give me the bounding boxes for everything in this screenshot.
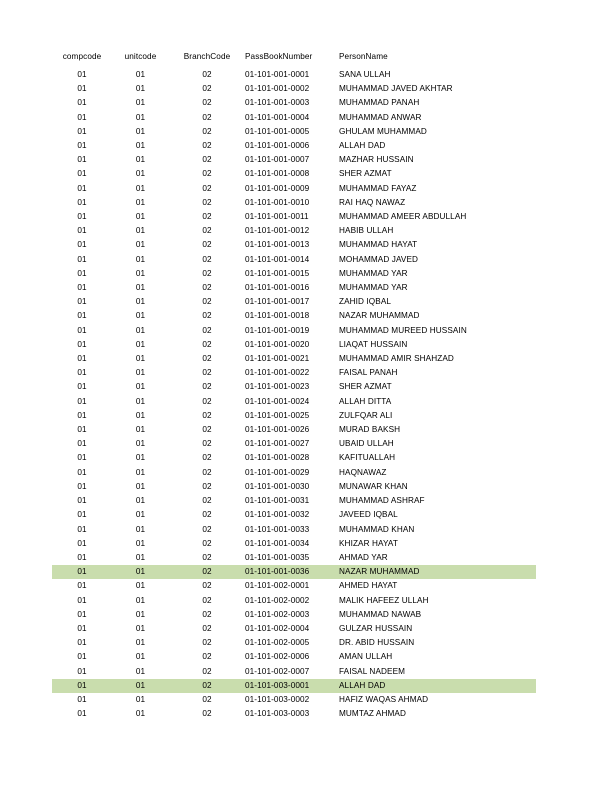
cell-unitcode: 01 [135, 141, 146, 151]
cell-passbooknumber: 01-101-001-0001 [245, 70, 310, 79]
cell-branchcode: 02 [202, 410, 212, 420]
cell-unitcode: 01 [135, 439, 146, 449]
cell-passbooknumber: 01-101-001-0002 [245, 84, 310, 94]
cell-personname: AHMED HAYAT [339, 581, 398, 591]
column-header-personname: PersonName [339, 52, 388, 61]
cell-unitcode: 01 [135, 709, 146, 719]
cell-unitcode: 01 [135, 297, 146, 307]
cell-compcode: 01 [77, 325, 87, 335]
cell-personname: SANA ULLAH [339, 70, 391, 79]
cell-personname: ALLAH DAD [339, 679, 536, 693]
cell-passbooknumber: 01-101-001-0036 [245, 565, 339, 579]
cell-compcode: 01 [77, 311, 87, 321]
cell-branchcode: 02 [202, 141, 212, 151]
cell-passbooknumber: 01-101-002-0003 [245, 609, 310, 619]
cell-personname: MOHAMMAD JAVED [339, 254, 419, 264]
table-row[interactable] [52, 494, 536, 508]
table-row[interactable] [52, 395, 536, 409]
cell-compcode: 01 [77, 240, 87, 250]
cell-passbooknumber: 01-101-001-0024 [245, 396, 310, 406]
cell-unitcode: 01 [135, 382, 146, 392]
cell-passbooknumber: 01-101-001-0025 [245, 410, 310, 420]
cell-compcode: 01 [77, 510, 87, 520]
cell-personname: JAVEED IQBAL [339, 510, 398, 520]
cell-branchcode: 02 [202, 396, 212, 406]
cell-unitcode: 01 [135, 652, 146, 662]
cell-personname: ZAHID IQBAL [339, 297, 392, 307]
cell-branchcode: 02 [202, 169, 212, 179]
table-row[interactable] [52, 210, 536, 224]
cell-unitcode: 01 [135, 538, 146, 548]
cell-branchcode: 02 [202, 339, 212, 349]
cell-branchcode: 02 [202, 197, 212, 207]
cell-unitcode: 01 [135, 425, 146, 435]
cell-personname: MUHAMMAD ASHRAF [339, 496, 425, 506]
cell-unitcode: 01 [135, 609, 146, 619]
cell-branchcode: 02 [202, 297, 212, 307]
cell-passbooknumber: 01-101-001-0018 [245, 311, 310, 321]
cell-passbooknumber: 01-101-001-0016 [245, 283, 310, 293]
table-row[interactable] [52, 309, 536, 323]
cell-passbooknumber: 01-101-001-0006 [245, 141, 310, 151]
table-row[interactable] [52, 466, 536, 480]
cell-compcode: 01 [77, 254, 87, 264]
cell-passbooknumber: 01-101-001-0019 [245, 325, 310, 335]
cell-personname: MUNAWAR KHAN [339, 481, 408, 491]
cell-branchcode: 02 [202, 155, 212, 165]
table-row[interactable] [52, 650, 536, 664]
table-header [52, 52, 536, 68]
cell-compcode: 01 [77, 155, 87, 165]
cell-branchcode: 02 [202, 382, 212, 392]
cell-compcode: 01 [77, 396, 87, 406]
cell-compcode: 01 [77, 425, 87, 435]
cell-personname: HAQNAWAZ [339, 467, 387, 477]
cell-passbooknumber: 01-101-001-0035 [245, 552, 310, 562]
column-header-branchcode: BranchCode [183, 52, 231, 61]
table-row[interactable] [52, 96, 536, 110]
cell-compcode: 01 [77, 112, 87, 122]
cell-passbooknumber: 01-101-002-0002 [245, 595, 310, 605]
table-row[interactable] [52, 125, 536, 139]
cell-passbooknumber: 01-101-001-0022 [245, 368, 310, 378]
cell-branchcode: 02 [169, 679, 245, 693]
cell-compcode: 01 [77, 183, 87, 193]
cell-compcode: 01 [77, 141, 87, 151]
cell-passbooknumber: 01-101-001-0007 [245, 155, 310, 165]
table-row[interactable] [52, 523, 536, 537]
table-row[interactable] [52, 352, 536, 366]
cell-compcode: 01 [77, 552, 87, 562]
cell-unitcode: 01 [135, 581, 146, 591]
table-row[interactable] [52, 338, 536, 352]
cell-passbooknumber: 01-101-001-0012 [245, 226, 310, 236]
table-row[interactable] [52, 82, 536, 96]
cell-branchcode: 02 [202, 694, 212, 704]
cell-personname: UBAID ULLAH [339, 439, 394, 449]
cell-branchcode: 02 [202, 240, 212, 250]
cell-personname: MUHAMMAD ANWAR [339, 112, 422, 122]
cell-unitcode: 01 [135, 694, 146, 704]
cell-compcode: 01 [77, 609, 87, 619]
cell-unitcode: 01 [135, 311, 146, 321]
cell-unitcode: 01 [135, 481, 146, 491]
cell-compcode: 01 [77, 453, 87, 463]
cell-compcode: 01 [77, 595, 87, 605]
cell-unitcode: 01 [135, 396, 146, 406]
cell-compcode: 01 [77, 538, 87, 548]
cell-personname: NAZAR MUHAMMAD [339, 311, 420, 321]
cell-branchcode: 02 [202, 609, 212, 619]
cell-compcode: 01 [77, 467, 87, 477]
cell-branchcode: 02 [202, 98, 212, 108]
cell-passbooknumber: 01-101-001-0033 [245, 524, 310, 534]
cell-unitcode: 01 [135, 126, 146, 136]
table-row[interactable] [52, 693, 536, 707]
cell-unitcode: 01 [135, 524, 146, 534]
cell-personname: GHULAM MUHAMMAD [339, 126, 427, 136]
cell-compcode: 01 [77, 297, 87, 307]
table-row[interactable] [52, 508, 536, 522]
cell-unitcode: 01 [135, 354, 146, 364]
cell-branchcode: 02 [202, 268, 212, 278]
cell-personname: KAFITUALLAH [339, 453, 396, 463]
table-row[interactable] [52, 579, 536, 593]
cell-passbooknumber: 01-101-002-0005 [245, 638, 310, 648]
cell-unitcode: 01 [135, 325, 146, 335]
cell-branchcode: 02 [202, 481, 212, 491]
cell-compcode: 01 [77, 694, 87, 704]
cell-compcode: 01 [77, 439, 87, 449]
cell-personname: MUHAMMAD AMEER ABDULLAH [339, 212, 467, 222]
cell-passbooknumber: 01-101-001-0027 [245, 439, 310, 449]
cell-compcode: 01 [77, 70, 87, 79]
cell-passbooknumber: 01-101-001-0015 [245, 268, 310, 278]
cell-branchcode: 02 [202, 538, 212, 548]
table-row[interactable] [52, 679, 536, 693]
cell-personname: MUHAMMAD MUREED HUSSAIN [339, 325, 467, 335]
table-row[interactable] [52, 253, 536, 267]
table-row[interactable] [52, 537, 536, 551]
cell-personname: FAISAL NADEEM [339, 666, 406, 676]
cell-unitcode: 01 [135, 70, 146, 79]
cell-branchcode: 02 [202, 496, 212, 506]
cell-passbooknumber: 01-101-003-0003 [245, 709, 310, 719]
cell-passbooknumber: 01-101-002-0006 [245, 652, 310, 662]
table-row[interactable] [52, 238, 536, 252]
cell-unitcode: 01 [135, 155, 146, 165]
table-row[interactable] [52, 707, 536, 721]
cell-branchcode: 02 [202, 638, 212, 648]
cell-unitcode: 01 [135, 197, 146, 207]
cell-branchcode: 02 [202, 524, 212, 534]
cell-compcode: 01 [77, 382, 87, 392]
cell-compcode: 01 [52, 679, 112, 693]
cell-compcode: 01 [77, 126, 87, 136]
cell-passbooknumber: 01-101-001-0032 [245, 510, 310, 520]
cell-passbooknumber: 01-101-003-0001 [245, 679, 339, 693]
table-row[interactable] [52, 295, 536, 309]
cell-compcode: 01 [77, 84, 87, 94]
cell-personname: MUHAMMAD KHAN [339, 524, 415, 534]
cell-unitcode: 01 [135, 552, 146, 562]
cell-branchcode: 02 [202, 467, 212, 477]
cell-personname: MUHAMMAD AMIR SHAHZAD [339, 354, 454, 364]
cell-personname: AHMAD YAR [339, 552, 388, 562]
table-row[interactable] [52, 324, 536, 338]
cell-compcode: 01 [77, 283, 87, 293]
cell-passbooknumber: 01-101-002-0004 [245, 623, 310, 633]
cell-personname: MAZHAR HUSSAIN [339, 155, 414, 165]
cell-unitcode: 01 [135, 84, 146, 94]
cell-personname: ZULFQAR ALI [339, 410, 393, 420]
cell-unitcode: 01 [135, 666, 146, 676]
cell-personname: LIAQAT HUSSAIN [339, 339, 408, 349]
cell-personname: HABIB ULLAH [339, 226, 394, 236]
passbook-listing-table [52, 52, 536, 721]
cell-personname: GULZAR HUSSAIN [339, 623, 413, 633]
cell-passbooknumber: 01-101-001-0034 [245, 538, 310, 548]
cell-branchcode: 02 [202, 183, 212, 193]
cell-personname: MALIK HAFEEZ ULLAH [339, 595, 429, 605]
cell-personname: ALLAH DAD [339, 141, 386, 151]
table-row[interactable] [52, 139, 536, 153]
cell-branchcode: 02 [202, 581, 212, 591]
table-row[interactable] [52, 182, 536, 196]
table-row[interactable] [52, 224, 536, 238]
cell-personname: RAI HAQ NAWAZ [339, 197, 406, 207]
table-row[interactable] [52, 608, 536, 622]
cell-compcode: 01 [77, 268, 87, 278]
cell-personname: SHER AZMAT [339, 382, 392, 392]
cell-unitcode: 01 [135, 453, 146, 463]
cell-compcode: 01 [77, 226, 87, 236]
cell-unitcode: 01 [135, 112, 146, 122]
cell-personname: MUHAMMAD FAYAZ [339, 183, 417, 193]
cell-passbooknumber: 01-101-001-0021 [245, 354, 310, 364]
table-row[interactable] [52, 380, 536, 394]
table-row[interactable] [52, 196, 536, 210]
cell-unitcode: 01 [135, 240, 146, 250]
cell-branchcode: 02 [202, 368, 212, 378]
cell-personname: MUHAMMAD YAR [339, 268, 408, 278]
cell-personname: AMAN ULLAH [339, 652, 393, 662]
cell-unitcode: 01 [135, 638, 146, 648]
cell-compcode: 01 [77, 481, 87, 491]
table-row[interactable] [52, 665, 536, 679]
cell-personname: MUHAMMAD PANAH [339, 98, 420, 108]
cell-personname: MUHAMMAD HAYAT [339, 240, 418, 250]
cell-unitcode: 01 [135, 496, 146, 506]
cell-personname: DR. ABID HUSSAIN [339, 638, 415, 648]
cell-passbooknumber: 01-101-002-0007 [245, 666, 310, 676]
cell-personname: MUMTAZ AHMAD [339, 709, 406, 719]
cell-unitcode: 01 [135, 510, 146, 520]
cell-branchcode: 02 [202, 595, 212, 605]
cell-passbooknumber: 01-101-001-0023 [245, 382, 310, 392]
column-header-passbooknumber: PassBookNumber [245, 52, 313, 61]
cell-unitcode: 01 [135, 183, 146, 193]
cell-personname: MUHAMMAD YAR [339, 283, 408, 293]
table-row[interactable] [52, 409, 536, 423]
table-row[interactable] [52, 594, 536, 608]
cell-compcode: 01 [77, 98, 87, 108]
cell-branchcode: 02 [202, 652, 212, 662]
cell-compcode: 01 [77, 339, 87, 349]
cell-passbooknumber: 01-101-001-0013 [245, 240, 310, 250]
cell-branchcode: 02 [202, 354, 212, 364]
cell-branchcode: 02 [202, 325, 212, 335]
cell-branchcode: 02 [202, 510, 212, 520]
cell-compcode: 01 [77, 623, 87, 633]
cell-passbooknumber: 01-101-001-0009 [245, 183, 310, 193]
cell-branchcode: 02 [202, 70, 212, 79]
cell-passbooknumber: 01-101-001-0004 [245, 112, 310, 122]
cell-personname: MUHAMMAD NAWAB [339, 609, 422, 619]
cell-branchcode: 02 [202, 311, 212, 321]
cell-branchcode: 02 [202, 709, 212, 719]
table-row[interactable] [52, 366, 536, 380]
cell-branchcode: 02 [202, 283, 212, 293]
cell-passbooknumber: 01-101-001-0003 [245, 98, 310, 108]
cell-branchcode: 02 [202, 425, 212, 435]
cell-unitcode: 01 [135, 467, 146, 477]
table-row[interactable] [52, 167, 536, 181]
cell-personname: MUHAMMAD JAVED AKHTAR [339, 84, 453, 94]
table-row[interactable] [52, 551, 536, 565]
table-row[interactable] [52, 565, 536, 579]
cell-unitcode: 01 [112, 679, 169, 693]
cell-compcode: 01 [77, 169, 87, 179]
cell-unitcode: 01 [135, 169, 146, 179]
column-header-unitcode: unitcode [124, 52, 157, 61]
cell-passbooknumber: 01-101-001-0029 [245, 467, 310, 477]
table-body [52, 68, 536, 721]
cell-passbooknumber: 01-101-001-0028 [245, 453, 310, 463]
cell-unitcode: 01 [135, 595, 146, 605]
cell-compcode: 01 [52, 565, 112, 579]
cell-personname: MURAD BAKSH [339, 425, 401, 435]
cell-personname: FAISAL PANAH [339, 368, 398, 378]
cell-unitcode: 01 [135, 283, 146, 293]
cell-personname: KHIZAR HAYAT [339, 538, 398, 548]
cell-passbooknumber: 01-101-001-0010 [245, 197, 310, 207]
passbook-listing-container [52, 52, 536, 721]
table-row[interactable] [52, 111, 536, 125]
cell-branchcode: 02 [202, 623, 212, 633]
cell-branchcode: 02 [202, 212, 212, 222]
cell-passbooknumber: 01-101-001-0030 [245, 481, 310, 491]
cell-branchcode: 02 [202, 254, 212, 264]
table-header-row [52, 52, 536, 68]
cell-compcode: 01 [77, 496, 87, 506]
cell-passbooknumber: 01-101-001-0005 [245, 126, 310, 136]
cell-branchcode: 02 [202, 453, 212, 463]
cell-passbooknumber: 01-101-001-0020 [245, 339, 310, 349]
cell-compcode: 01 [77, 652, 87, 662]
cell-compcode: 01 [77, 709, 87, 719]
cell-unitcode: 01 [135, 254, 146, 264]
cell-personname: HAFIZ WAQAS AHMAD [339, 694, 429, 704]
cell-unitcode: 01 [135, 98, 146, 108]
cell-unitcode: 01 [135, 226, 146, 236]
cell-unitcode: 01 [135, 268, 146, 278]
cell-branchcode: 02 [202, 126, 212, 136]
table-row[interactable] [52, 636, 536, 650]
table-row[interactable] [52, 281, 536, 295]
cell-branchcode: 02 [202, 552, 212, 562]
cell-passbooknumber: 01-101-003-0002 [245, 694, 310, 704]
cell-unitcode: 01 [112, 565, 169, 579]
cell-passbooknumber: 01-101-001-0008 [245, 169, 310, 179]
cell-unitcode: 01 [135, 368, 146, 378]
cell-compcode: 01 [77, 410, 87, 420]
cell-branchcode: 02 [202, 112, 212, 122]
cell-branchcode: 02 [202, 666, 212, 676]
cell-passbooknumber: 01-101-001-0031 [245, 496, 310, 506]
cell-passbooknumber: 01-101-002-0001 [245, 581, 310, 591]
table-row[interactable] [52, 267, 536, 281]
table-row[interactable] [52, 437, 536, 451]
cell-compcode: 01 [77, 581, 87, 591]
cell-passbooknumber: 01-101-001-0011 [245, 212, 309, 222]
cell-unitcode: 01 [135, 339, 146, 349]
cell-branchcode: 02 [202, 84, 212, 94]
column-header-compcode: compcode [62, 52, 102, 61]
cell-passbooknumber: 01-101-001-0026 [245, 425, 310, 435]
cell-passbooknumber: 01-101-001-0017 [245, 297, 310, 307]
cell-unitcode: 01 [135, 212, 146, 222]
cell-compcode: 01 [77, 212, 87, 222]
table-row[interactable] [52, 480, 536, 494]
table-row[interactable] [52, 451, 536, 465]
table-row[interactable] [52, 68, 536, 82]
cell-personname: SHER AZMAT [339, 169, 392, 179]
cell-compcode: 01 [77, 666, 87, 676]
cell-branchcode: 02 [202, 226, 212, 236]
cell-branchcode: 02 [202, 439, 212, 449]
cell-passbooknumber: 01-101-001-0014 [245, 254, 310, 264]
cell-unitcode: 01 [135, 623, 146, 633]
cell-branchcode: 02 [169, 565, 245, 579]
cell-unitcode: 01 [135, 410, 146, 420]
cell-compcode: 01 [77, 197, 87, 207]
cell-personname: ALLAH DITTA [339, 396, 392, 406]
table-row[interactable] [52, 423, 536, 437]
cell-personname: NAZAR MUHAMMAD [339, 565, 536, 579]
cell-compcode: 01 [77, 368, 87, 378]
table-row[interactable] [52, 153, 536, 167]
cell-compcode: 01 [77, 524, 87, 534]
cell-compcode: 01 [77, 638, 87, 648]
cell-compcode: 01 [77, 354, 87, 364]
table-row[interactable] [52, 622, 536, 636]
